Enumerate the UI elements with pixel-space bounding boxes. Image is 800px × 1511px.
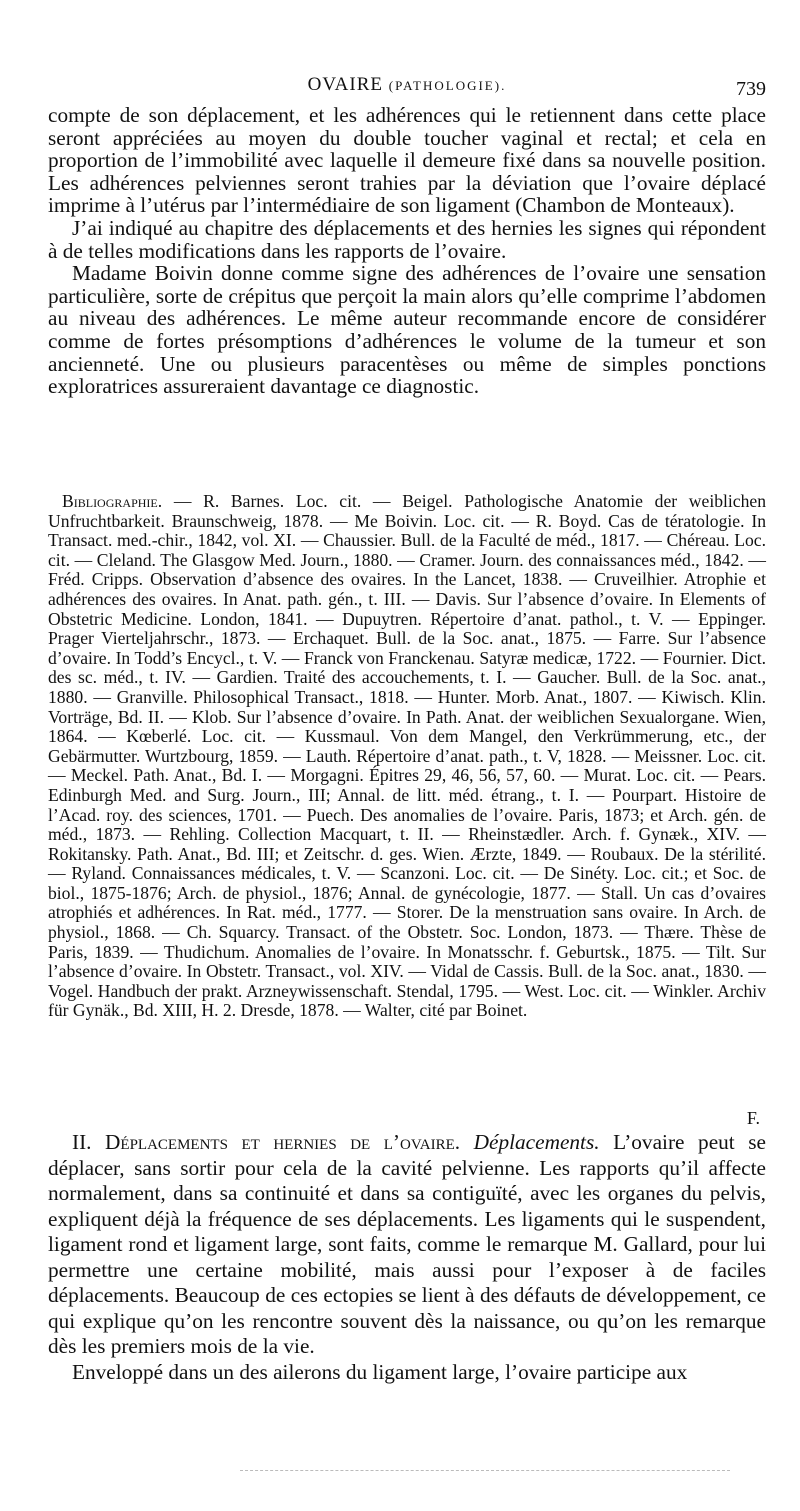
- section-paragraph: [48, 1130, 766, 1360]
- page-number: 739: [736, 78, 766, 100]
- paragraph: compte de son déplacement, et les adhérences qui le retiennent dans cette place seront appréciées au moyen du double toucher vaginal et rectal; et cela en proportion de l’immobilité avec laquelle il demeure fixé dans sa nouvelle position. Les adhérences pelviennes seront trahies par la déviation que l’ovaire déplacé imprime à l’utérus par l’intermédiaire de son ligament (Chambon de Monteaux).: [48, 103, 766, 218]
- running-title-sub: (PATHOLOGIE).: [388, 78, 507, 93]
- author-signature: F.: [746, 1108, 760, 1128]
- footer-divider: [240, 1470, 730, 1472]
- bibliography-label: Bibliographie.: [62, 491, 163, 511]
- section-paragraph: Enveloppé dans un des ailerons du ligament large, l’ovaire participe aux: [72, 1359, 688, 1384]
- running-title: [48, 74, 766, 96]
- section-heading: II. Déplacements et hernies de l’ovaire.: [72, 1130, 461, 1154]
- section-text: L’ovaire peut se déplacer, sans sortir pour cela de la cavité pelvienne. Les rapports qu’il affecte normalement, dans sa continuité et dans sa contiguïté, avec les organes du pelvis, expliquent déjà la fréquence de ses déplacements. Les ligaments qui le suspendent, ligament rond et ligament large, sont faits, comme le remarque M. Gallard, pour lui permettre une certaine mobilité, mais aussi pour l’exposer à de faciles déplacements. Beaucoup de ces ectopies se lient à des défauts de développement, ce qui explique qu’on les rencontre souvent dès la naissance, ou qu’on les remarque dès les premiers mois de la vie.: [48, 1130, 766, 1358]
- paragraph: Madame Boivin donne comme signe des adhérences de l’ovaire une sensation particulière, sorte de crépitus que perçoit la main alors qu’elle comprime l’abdomen au niveau des adhérences. Le même auteur recommande encore de considérer comme de fortes présomptions d’adhérences le volume de la tumeur et son ancienneté. Une ou plusieurs paracentèses ou même de simples ponctions exploratrices assureraient davantage ce diagnostic.: [48, 261, 766, 399]
- bibliography-text: — R. Barnes. Loc. cit. — Beigel. Pathologische Anatomie der weiblichen Unfruchtbarkeit. Braunschweig, 1878. — Me Boivin. Loc. cit. — R. Boyd. Cas de tératologie. In Transact. med.-chir., 1842, vol. XI. — Chaussier. Bull. de la Faculté de méd., 1817. — Chéreau. Loc. cit. — Cleland. The Glasgow Med. Journ., 1880. — Cramer. Journ. des connaissances méd., 1842. — Fréd. Cripps. Observation d’absence des ovaires. In the Lancet, 1838. — Cruveilhier. Atrophie et adhérences des ovaires. In Anat. path. gén., t. III. — Davis. Sur l’absence d’ovaire. In Elements of Obstetric Medicine. London, 1841. — Dupuytren. Répertoire d’anat. pathol., t. V. — Eppinger. Prager Vierteljahrschr., 1873. — Erchaquet. Bull. de la Soc. anat., 1875. — Farre. Sur l’absence d’ovaire. In Todd’s Encycl., t. V. — Franck von Franckenau. Satyræ medicæ, 1722. — Fournier. Dict. des sc. méd., t. IV. — Gardien. Traité des accouchements, t. I. — Gaucher. Bull. de la Soc. anat., 1880. — Granville. Philosophical Transact., 1818. — Hunter. Morb. Anat., 1807. — Kiwisch. Klin. Vorträge, Bd. II. — Klob. Sur l’absence d’ovaire. In Path. Anat. der weiblichen Sexualorgane. Wien, 1864. — Kœberlé. Loc. cit. — Kussmaul. Von dem Mangel, den Verkrümmerung, etc., der Gebärmutter. Wurtzbourg, 1859. — Lauth. Répertoire d’anat. path., t. V, 1828. — Meissner. Loc. cit. — Meckel. Path. Anat., Bd. I. — Morgagni. Épitres 29, 46, 56, 57, 60. — Murat. Loc. cit. — Pears. Edinburgh Med. and Surg. Journ., III; Annal. de litt. méd. étrang., t. I. — Pourpart. Histoire de l’Acad. roy. des sciences, 1701. — Puech. Des anomalies de l’ovaire. Paris, 1873; et Arch. gén. de méd., 1873. — Rehling. Collection Macquart, t. II. — Rheinstædler. Arch. f. Gynæk., XIV. — Rokitansky. Path. Anat., Bd. III; et Zeitschr. d. ges. Wien. Ærzte, 1849. — Roubaux. De la stérilité. — Ryland. Connaissances médicales, t. V. — Scanzoni. Loc. cit. — De Sinéty. Loc. cit.; et Soc. de biol., 1875-1876; Arch. de physiol., 1876; Annal. de gynécologie, 1877. — Stall. Un cas d’ovaires atrophiés et adhérences. In Rat. méd., 1777. — Storer. De la menstruation sans ovaire. In Arch. de physiol., 1868. — Ch. Squarcy. Transact. of the Obstetr. Soc. London, 1873. — Thære. Thèse de Paris, 1839. — Thudichum. Anomalies de l’ovaire. In Monatsschr. f. Geburtsk., 1875. — Tilt. Sur l’absence d’ovaire. In Obstetr. Transact., vol. XIV. — Vidal de Cassis. Bull. de la Soc. anat., 1830. — Vogel. Handbuch der prakt. Arzneywissenschaft. Stendal, 1795. — West. Loc. cit. — Winkler. Archiv für Gynäk., Bd. XIII, H. 2. Dresde, 1878. — Walter, cité par Boinet.: [48, 491, 766, 1021]
- section-deplacements: [48, 1130, 766, 1385]
- bibliography: [48, 492, 766, 1021]
- body-text: [48, 104, 766, 398]
- section-subheading: Déplacements.: [473, 1130, 600, 1154]
- paragraph: J’ai indiqué au chapitre des déplacements et des hernies les signes qui répondent à de telles modifications dans les rapports de l’ovaire.: [48, 215, 766, 263]
- running-title-main: OVAIRE: [307, 74, 383, 95]
- running-header: [48, 72, 766, 102]
